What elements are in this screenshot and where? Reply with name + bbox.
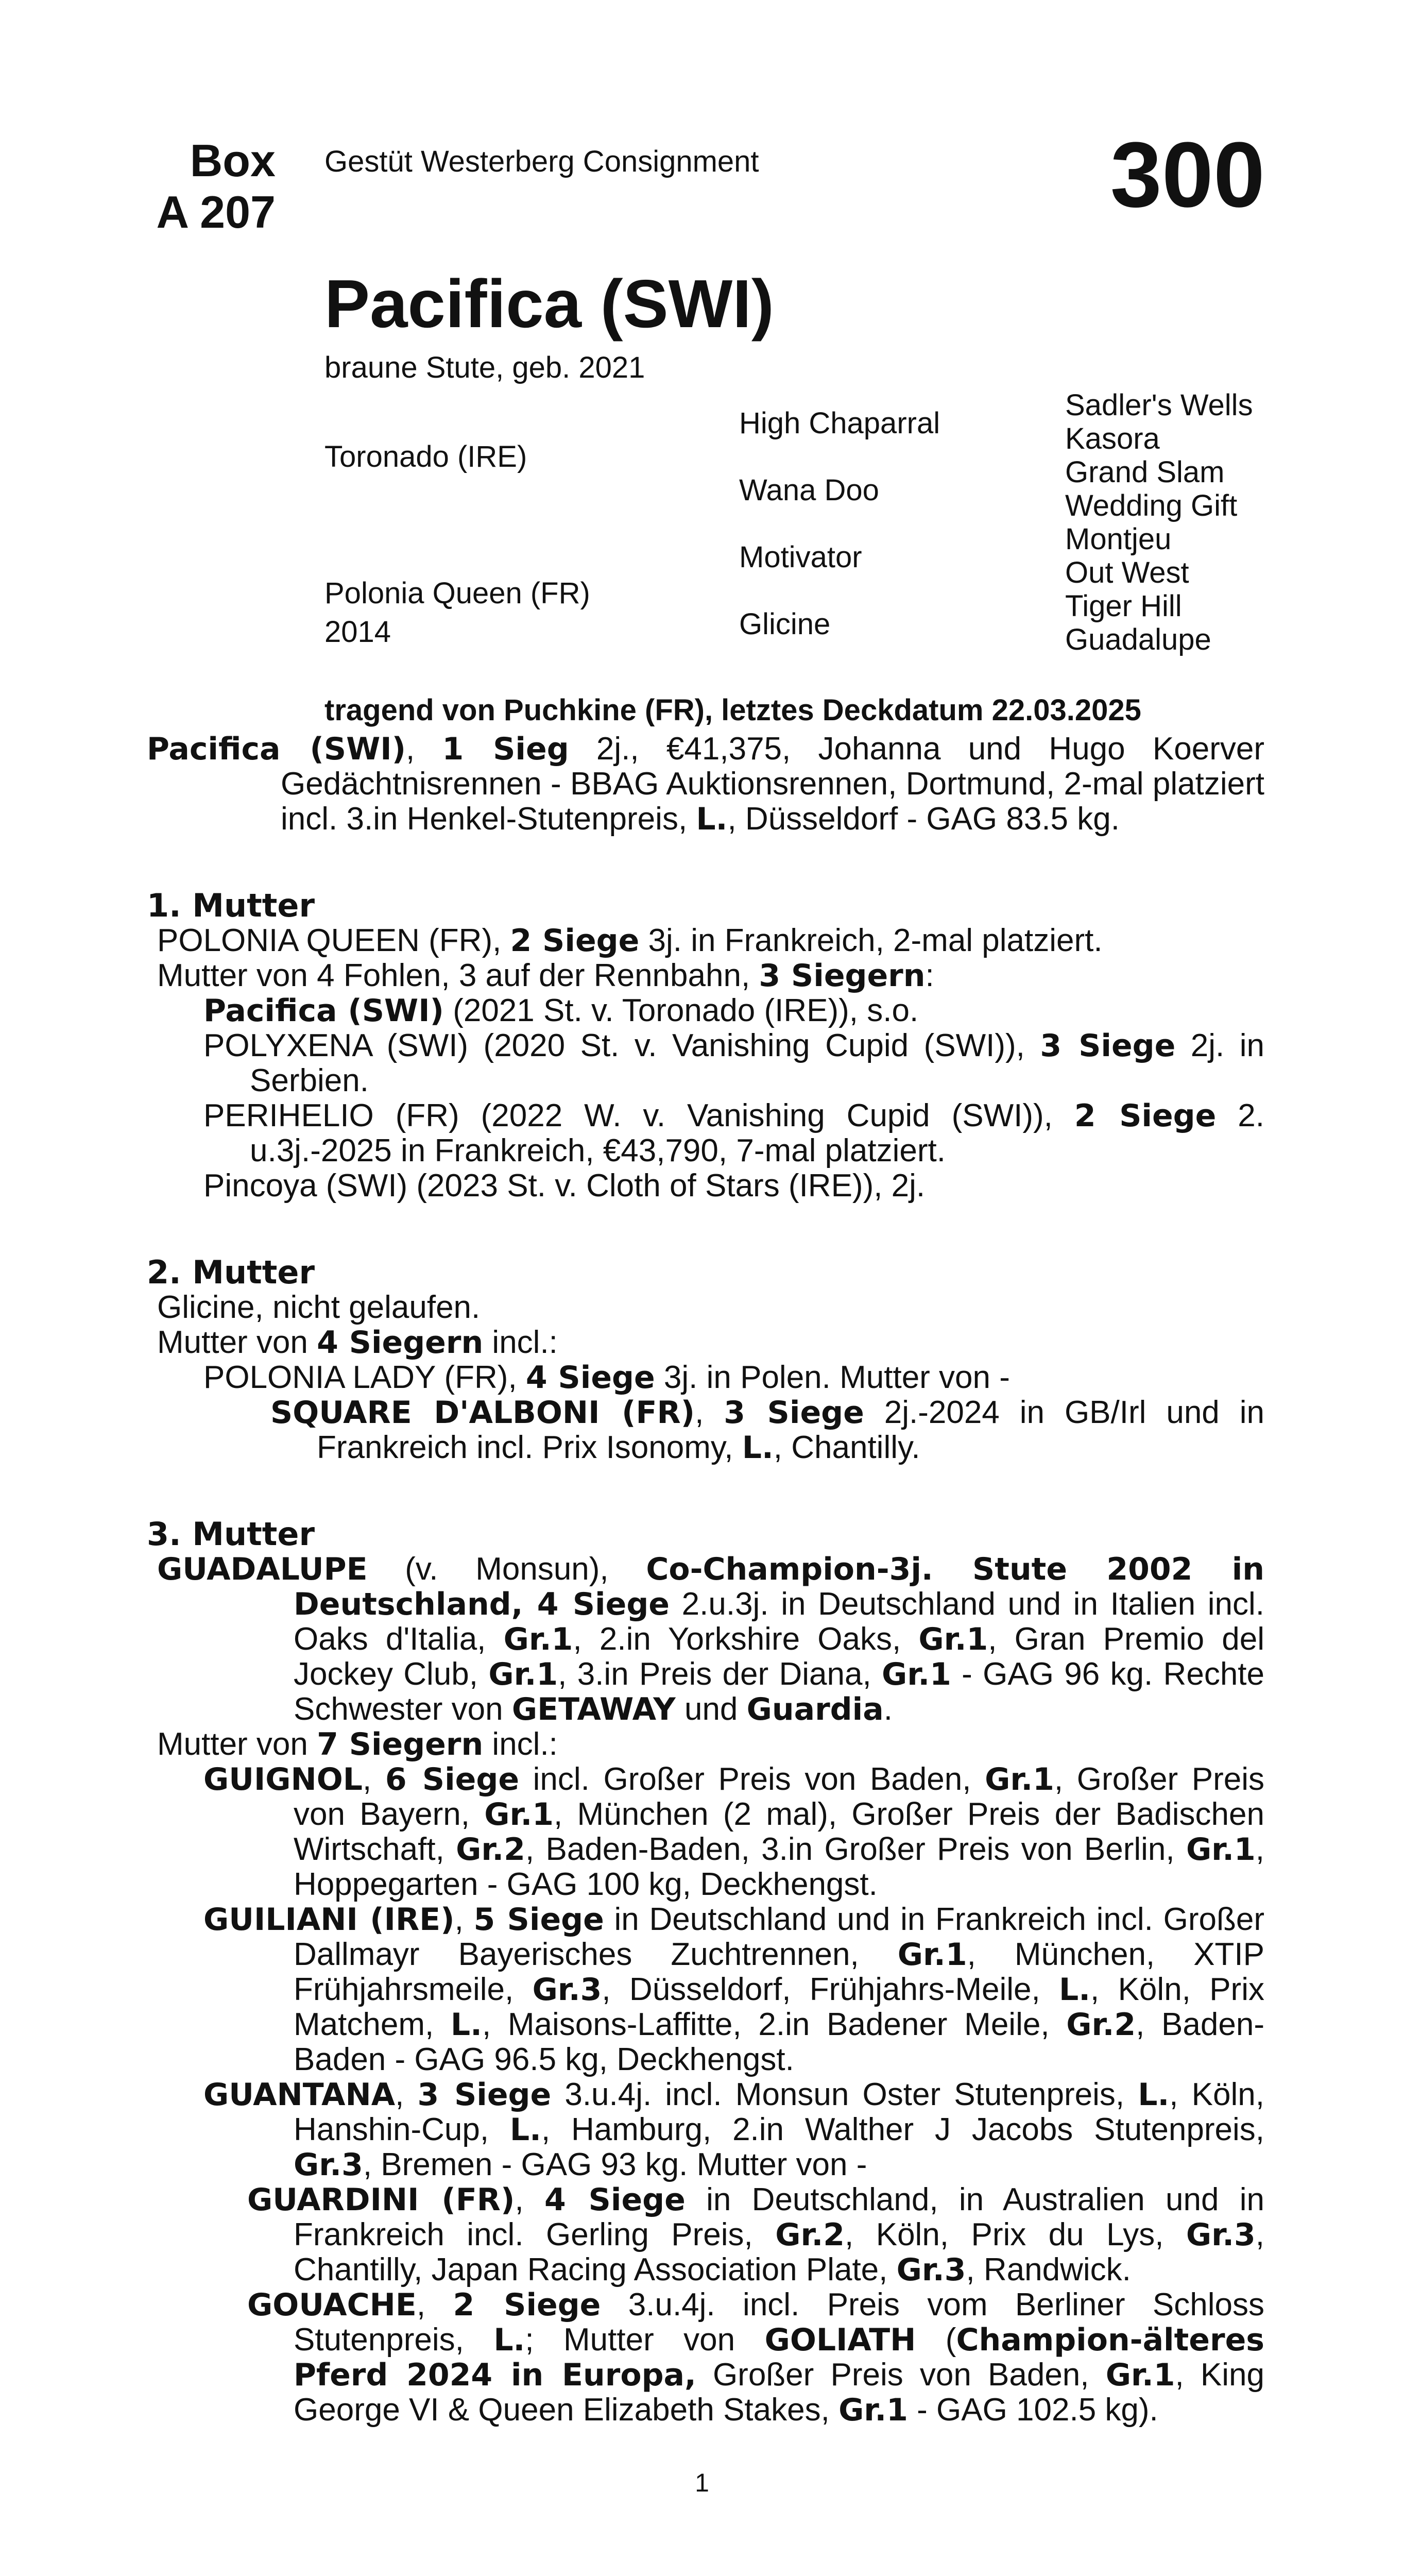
pedigree-dam: Polonia Queen (FR) [324,577,590,610]
third-dam-section [147,1517,1264,2428]
list-item: GUIGNOL, 6 Siege incl. Großer Preis von Baden, Gr.1, Großer Preis von Bayern, Gr.1, München (2 mal), Großer Preis der Badischen Wirtschaft, Gr.2, Baden-Baden, 3.in Großer Preis von Berlin, Gr.1, Hoppegarten - GAG 100 kg, Deckhengst. [203,1761,1265,1902]
pedigree-sire: Toronado (IRE) [324,440,527,473]
catalogue-text [147,732,1264,2428]
second-dam-section [147,1255,1264,1465]
pedigree-dam-dam: Glicine [739,607,831,641]
first-dam-section [147,888,1264,1204]
pedigree-g2: Kasora [1065,422,1160,455]
pedigree-sire-sire: High Chaparral [739,406,940,440]
list-item: GUILIANI (IRE), 5 Siege in Deutschland und in Frankreich incl. Großer Dallmayr Bayerisches Zuchtrennen, Gr.1, München, XTIP Frühjahrsmeile, Gr.3, Düsseldorf, Frühjahrs-Meile, L., Köln, Prix Matchem, L., Maisons-Laffitte, 2.in Badener Meile, Gr.2, Baden-Baden - GAG 96.5 kg, Deckhengst. [203,1902,1264,2077]
pedigree-g6: Out West [1065,556,1189,589]
list-item: GOUACHE, 2 Siege 3.u.4j. incl. Preis vom Berliner Schloss Stutenpreis, L.; Mutter von GOLIATH (Champion-älteres Pferd 2024 in Europa, Großer Preis von Baden, Gr.1, King George VI & Queen Elizabeth Stakes, Gr.1 - GAG 102.5 kg). [247,2287,1264,2428]
second-dam-produce: Mutter von 4 Siegern incl.: [157,1325,558,1361]
list-item: GUANTANA, 3 Siege 3.u.4j. incl. Monsun Oster Stutenpreis, L., Köln, Hanshin-Cup, L., Hamburg, 2.in Walther J Jacobs Stutenpreis, Gr.3, Bremen - GAG 93 kg. Mutter von - [203,2077,1264,2183]
box-info [147,135,276,238]
horse-description: braune Stute, geb. 2021 [324,351,645,384]
list-item: PERIHELIO (FR) (2022 W. v. Vanishing Cupid (SWI)), 2 Siege 2. u.3j.-2025 in Frankreich, €43,790, 7-mal platziert. [203,1098,1264,1168]
consignor: Gestüt Westerberg Consignment [324,145,759,178]
lot-number: 300 [1110,123,1265,227]
second-dam-heading: 2. Mutter [147,1253,315,1291]
pedigree-dam-sire: Motivator [739,540,862,574]
covering-info: tragend von Puchkine (FR), letztes Deckdatum 22.03.2025 [324,693,1141,727]
pedigree-g3: Grand Slam [1065,455,1225,489]
third-dam-heading: 3. Mutter [147,1515,315,1553]
first-dam-produce: Mutter von 4 Fohlen, 3 auf der Rennbahn, 3 Siegern: [157,958,934,994]
list-item: Pincoya (SWI) (2023 St. v. Cloth of Stars (IRE)), 2j. [203,1168,926,1204]
third-dam-produce: Mutter von 7 Siegern incl.: [157,1726,558,1762]
second-dam-line: Glicine, nicht gelaufen. [157,1290,481,1325]
first-dam-line: POLONIA QUEEN (FR), 2 Siege 3j. in Frankreich, 2-mal platziert. [157,923,1103,959]
horse-name: Pacifica (SWI) [324,266,774,342]
race-record: Pacifica (SWI), 1 Sieg 2j., €41,375, Johanna und Hugo Koerver Gedächtnisrennen - BBAG Auktionsrennen, Dortmund, 2-mal platziert incl. 3.in Henkel-Stutenpreis, L., Düsseldorf - GAG 83.5 kg. [147,731,1265,837]
page-number: 1 [695,2468,709,2497]
list-item: SQUARE D'ALBONI (FR), 3 Siege 2j.-2024 in GB/Irl und in Frankreich incl. Prix Isonomy, L., Chantilly. [270,1395,1264,1466]
box-number: A 207 [156,187,276,238]
third-dam-line: GUADALUPE (v. Monsun), Co-Champion-3j. Stute 2002 in Deutschland, 4 Siege 2.u.3j. in Deutschland und in Italien incl. Oaks d'Italia, Gr.1, 2.in Yorkshire Oaks, Gr.1, Gran Premio del Jockey Club, Gr.1, 3.in Preis der Diana, Gr.1 - GAG 96 kg. Rechte Schwester von GETAWAY und Guardia. [157,1551,1265,1727]
list-item: Pacifica (SWI) (2021 St. v. Toronado (IRE)), s.o. [203,993,919,1029]
pedigree-g8: Guadalupe [1065,623,1211,656]
list-item: GUARDINI (FR), 4 Siege in Deutschland, in Australien und in Frankreich incl. Gerling Preis, Gr.2, Köln, Prix du Lys, Gr.3, Chantilly, Japan Racing Association Plate, Gr.3, Randwick. [247,2182,1265,2288]
list-item: POLYXENA (SWI) (2020 St. v. Vanishing Cupid (SWI)), 3 Siege 2j. in Serbien. [203,1028,1264,1098]
pedigree-sire-dam: Wana Doo [739,473,879,507]
list-item: POLONIA LADY (FR), 4 Siege 3j. in Polen. Mutter von - [203,1360,1010,1396]
pedigree-g5: Montjeu [1065,522,1172,556]
pedigree-dam-year: 2014 [324,615,391,649]
first-dam-heading: 1. Mutter [147,887,315,924]
pedigree-g4: Wedding Gift [1065,489,1238,522]
pedigree-g7: Tiger Hill [1065,589,1182,623]
pedigree-g1: Sadler's Wells [1065,388,1253,422]
box-label: Box [190,135,276,186]
